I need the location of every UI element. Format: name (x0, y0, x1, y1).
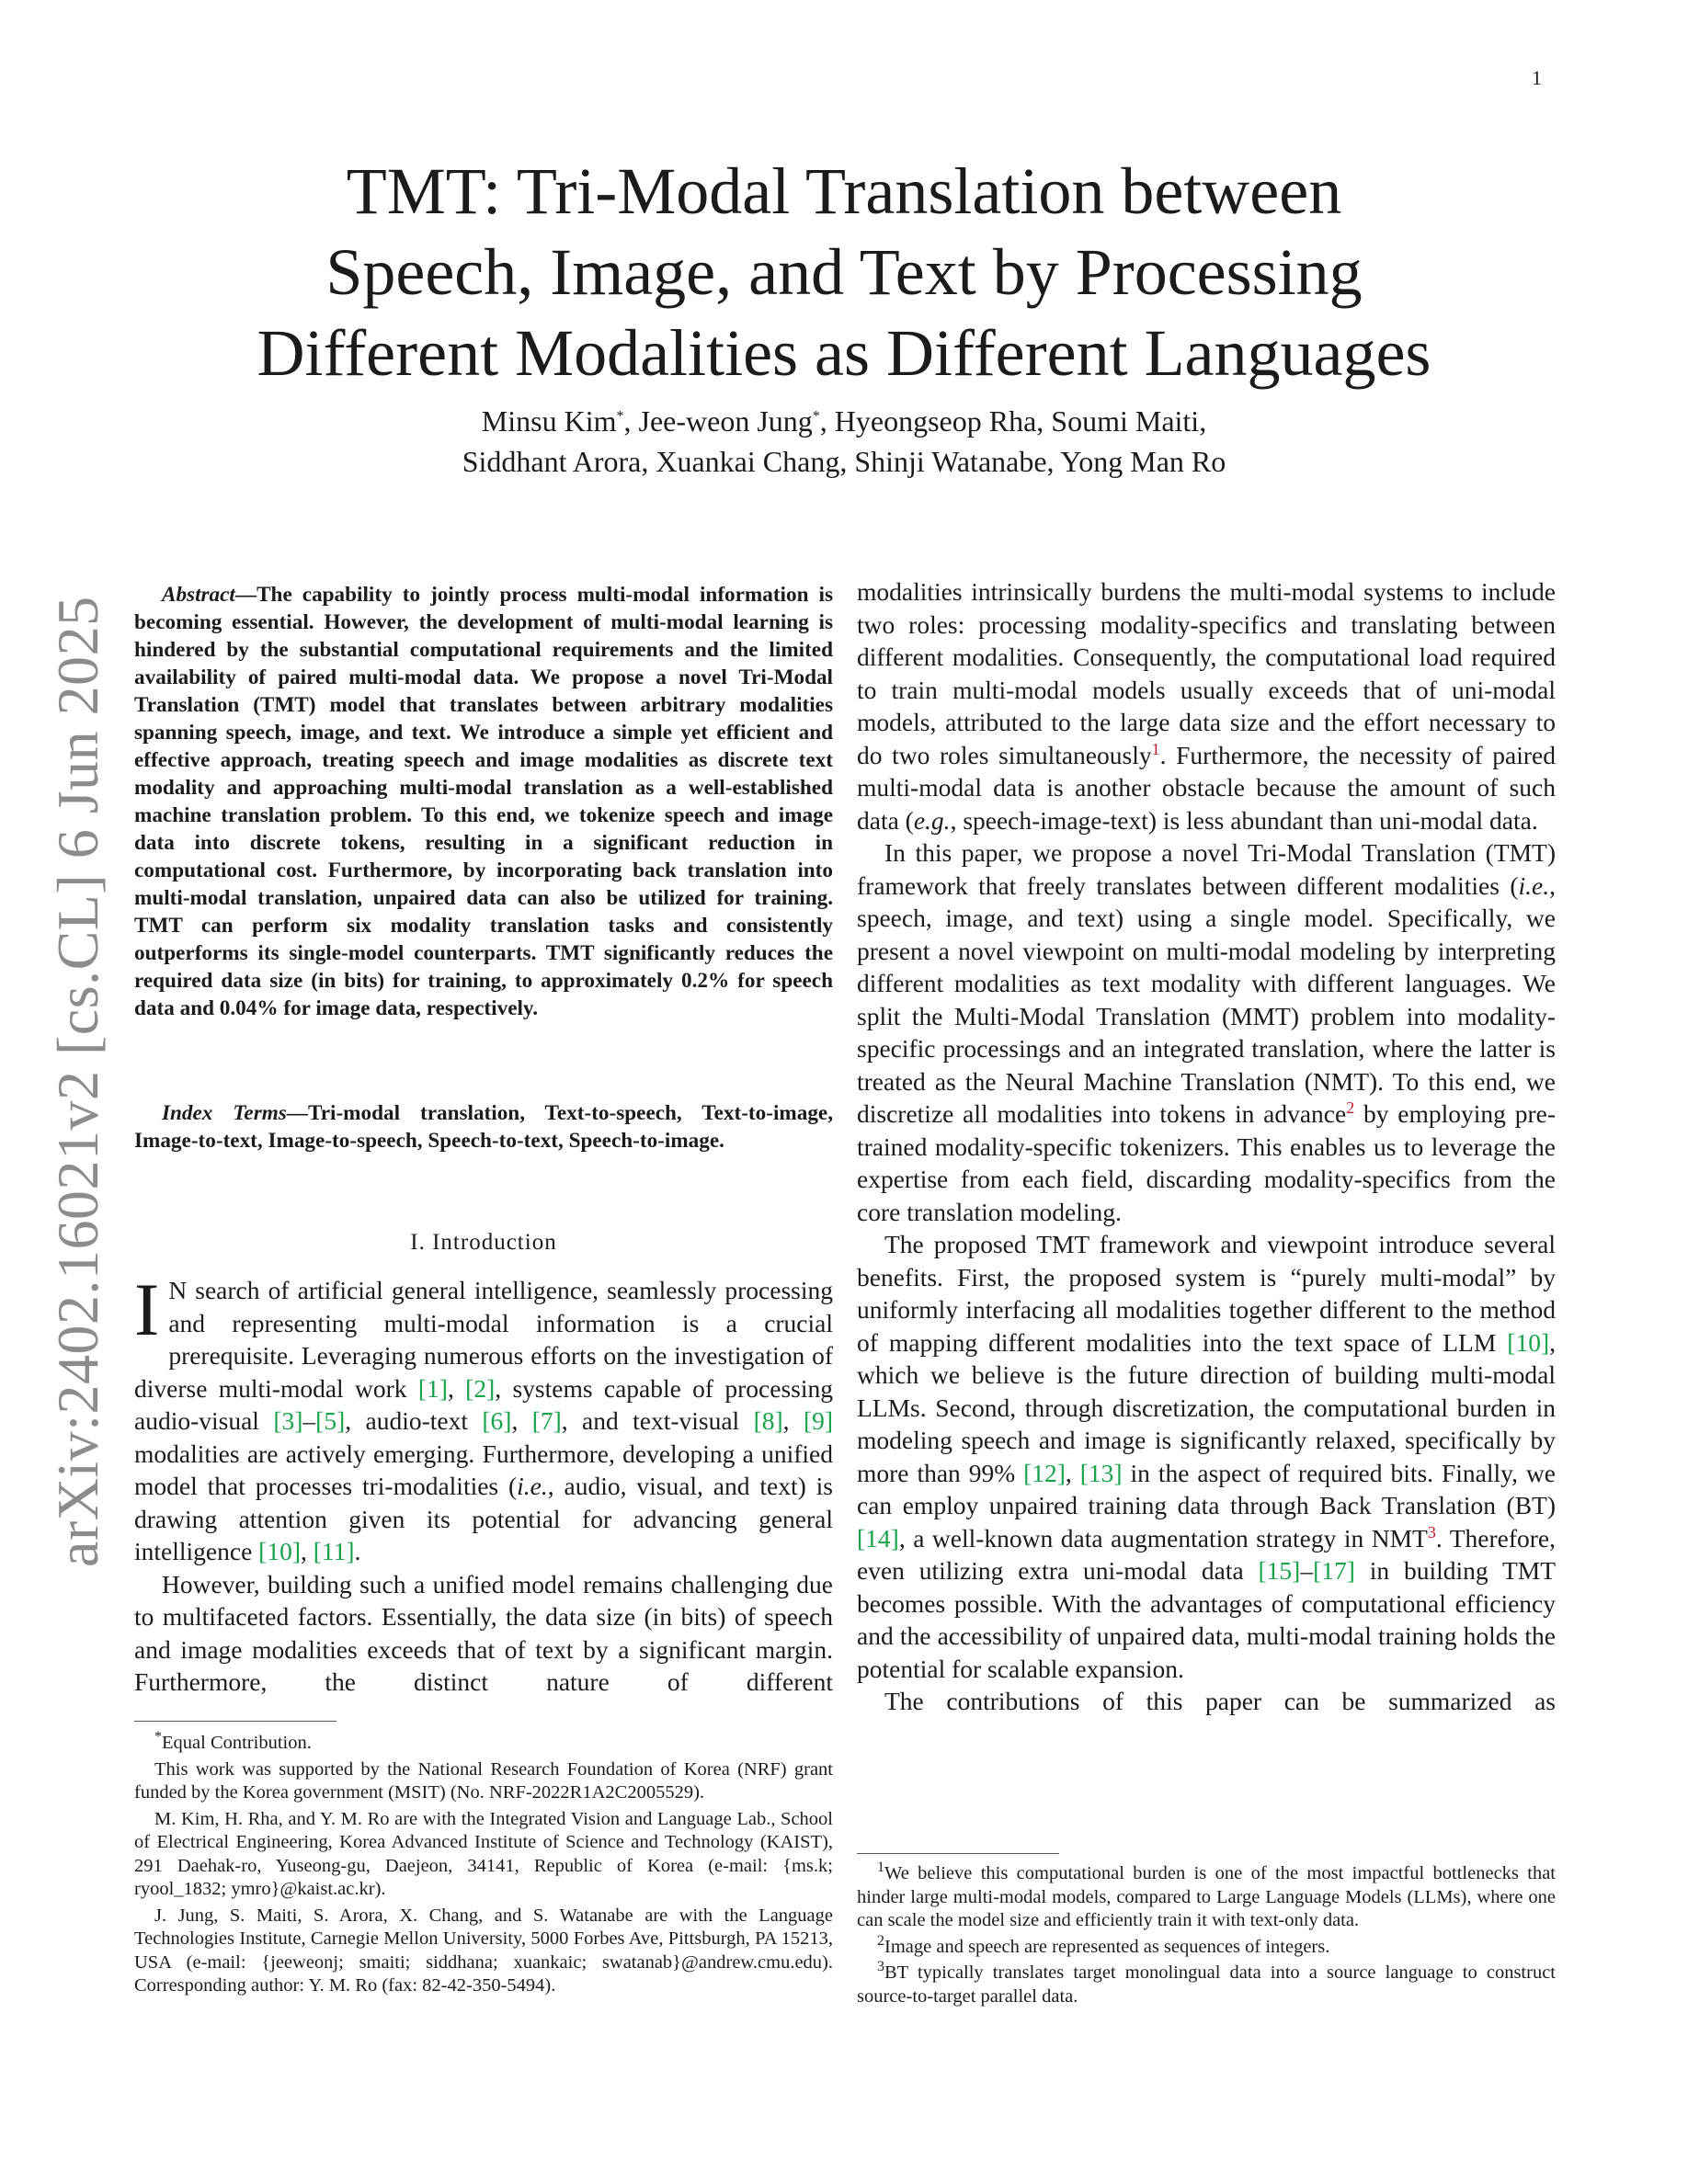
footnote-ref[interactable]: 3 (1427, 1522, 1436, 1541)
citation-link[interactable]: [14] (857, 1523, 899, 1553)
citation-link[interactable]: [15] (1258, 1556, 1301, 1585)
abstract (134, 581, 833, 1022)
index-terms-text: Tri-modal translation, Text-to-speech, Text-to-image, Image-to-text, Image-to-speech, Speech-to-text, Speech-to-image. (134, 1101, 834, 1153)
abstract-dash: — (234, 583, 257, 607)
citation-link[interactable]: [9] (803, 1406, 834, 1435)
citation-link[interactable]: [2] (465, 1373, 496, 1403)
citation-link[interactable]: [17] (1313, 1556, 1355, 1585)
author-name: , Hyeongseop Rha, Soumi Maiti, (819, 404, 1207, 438)
right-column-body (857, 575, 1556, 1718)
title-line: Speech, Image, and Text by Processing (325, 235, 1363, 309)
intro-paragraph: I N search of artificial general intelligence, seamlessly processing and representing multi-modal information is a crucial prerequisite. Leveraging numerous efforts on the investigation of diverse multi-modal work [1], [2], systems capable of processing audio-visual [3]–[5], audio-text [6], [7], and text-visual [8], [9] modalities are actively emerging. Furthermore, developing a unified model that processes tri-modalities (i.e., audio, visual, and text) is drawing attention given its potential for advancing general intelligence [10], [11]. (134, 1268, 834, 1565)
citation-link[interactable]: [3] (273, 1406, 303, 1435)
introduction-body (134, 1268, 834, 1699)
arxiv-stamp: arXiv:2402.16021v2 [cs.CL] 6 Jun 2025 (45, 596, 110, 1567)
paper-title (165, 151, 1523, 393)
footnote: *Equal Contribution. (154, 1729, 312, 1753)
citation-link[interactable]: [5] (315, 1406, 346, 1435)
footnote: J. Jung, S. Maiti, S. Arora, X. Chang, and S. Watanabe are with the Language Technologies Institute, Carnegie Mellon University, 5000 Forbes Ave, Pittsburgh, PA 15213, USA (e-mail: {jeeweonj; smaiti; siddhana; xuankaic; swatanab}@andrew.cmu.edu). Corresponding author: Y. M. Ro (fax: 82-42-350-5494). (134, 1905, 833, 1996)
body-paragraph: The contributions of this paper can be summarized as (884, 1687, 1556, 1715)
drop-cap: I (134, 1268, 160, 1351)
footnote-separator (857, 1853, 1059, 1854)
author-name: , Jee-weon Jung (623, 404, 813, 438)
title-line: TMT: Tri-Modal Translation between (346, 154, 1342, 228)
footnotes-left (134, 1729, 833, 2001)
citation-link[interactable]: [12] (1023, 1458, 1066, 1487)
abstract-text: The capability to jointly process multi-modal information is becoming essential. However, the development of multi-modal learning is hindered by the substantial computational requirements and the limited availability of paired multi-modal data. We propose a novel Tri-Modal Translation (TMT) model that translates between arbitrary modalities spanning speech, image, and text. We introduce a simple yet efficient and effective approach, treating speech and image modalities as discrete text modality and approaching multi-modal translation as a well-established machine translation problem. To this end, we tokenize speech and image data into discrete tokens, resulting in a significant reduction in computational cost. Furthermore, by incorporating back translation into multi-modal translation, unpaired data can also be utilized for training. TMT can perform six modality translation tasks and consistently outperforms its single-model counterparts. TMT significantly reduces the required data size (in bits) for training, to approximately 0.2% for speech data and 0.04% for image data, respectively. (134, 583, 833, 1020)
page-number: 1 (1532, 66, 1542, 89)
footnote: $^1$We believe this computational burden is one of the most impactful bottlenecks that hinder large multi-modal models, compared to Large Language Models (LLMs), where one can scale the model size and efficiently train it with text-only data. (857, 1860, 1556, 1930)
citation-link[interactable]: [11] (313, 1537, 355, 1565)
section-heading-introduction: I. Introduction (410, 1230, 557, 1255)
citation-link[interactable]: [10] (258, 1537, 301, 1565)
equal-contribution-mark: * (812, 408, 820, 425)
body-paragraph: The proposed TMT framework and viewpoint introduce several benefits. First, the proposed system is “purely multi-modal” by uniformly interfacing all modalities together different to the method of mapping different modalities into the text space of LLM [10], which we believe is the future direction of building multi-modal LLMs. Second, through discretization, the computational burden in modeling speech and image is significantly relaxed, specifically by more than 99% [12], [13] in the aspect of required bits. Finally, we can employ unpaired training data through Back Translation (BT) [14], a well-known data augmentation strategy in NMT$^3$. Therefore, even utilizing extra uni-modal data [15]–[17] in building TMT becomes possible. With the advantages of computational efficiency and the accessibility of unpaired data, multi-modal training holds the potential for scalable expansion. (857, 1230, 1557, 1683)
abstract-label: Abstract (162, 583, 235, 607)
footnote: $^2$Image and speech are represented as sequences of integers. (877, 1932, 1330, 1957)
body-paragraph: In this paper, we propose a novel Tri-Modal Translation (TMT) framework that freely translates between different modalities (i.e., speech, image, and text) using a single model. Specifically, we present a novel viewpoint on multi-modal modeling by interpreting different modalities as text modality with different languages. We split the Multi-Modal Translation (MMT) problem into modality-specific processings and an integrated translation, where the latter is treated as the Neural Machine Translation (NMT). To this end, we discretize all modalities into tokens in advance$^2$ by employing pre-trained modality-specific tokenizers. This enables us to leverage the expertise from each field, discarding modality-specifics from the core translation modeling. (857, 838, 1556, 1226)
citation-link[interactable]: [10] (1507, 1327, 1550, 1357)
author-name: Minsu Kim (481, 404, 617, 438)
footnote: $^3$BT typically translates target monolingual data into a source language to construct source-to-target parallel data. (857, 1959, 1556, 2007)
author-list (165, 401, 1523, 482)
citation-link[interactable]: [7] (531, 1406, 562, 1435)
citation-link[interactable]: [13] (1079, 1458, 1123, 1487)
citation-link[interactable]: [8] (753, 1406, 783, 1435)
index-terms-dash: — (286, 1101, 308, 1125)
equal-contribution-mark: * (616, 408, 624, 425)
footnote-ref[interactable]: 1 (1151, 739, 1160, 758)
index-terms (134, 1099, 833, 1155)
citation-link[interactable]: [1] (417, 1373, 448, 1403)
intro-paragraph: However, building such a unified model remains challenging due to multifaceted factors. Essentially, the data size (in bits) of speech and image modalities exceeds that of text by a significant margin. Furthermore, the distinct nature of different (134, 1569, 833, 1696)
footnote: M. Kim, H. Rha, and Y. M. Ro are with the Integrated Vision and Language Lab., School of Electrical Engineering, Korea Advanced Institute of Science and Technology (KAIST), 291 Daehak-ro, Yuseong-gu, Daejeon, 34141, Republic of Korea (e-mail: {ms.k; ryool_1832; ymro}@kaist.ac.kr). (134, 1808, 833, 1899)
author-name: Siddhant Arora, Xuankai Chang, Shinji Watanabe, Yong Man Ro (462, 445, 1226, 478)
title-line: Different Modalities as Different Languages (257, 316, 1431, 390)
citation-link[interactable]: [6] (482, 1406, 512, 1435)
footnote-separator (134, 1721, 336, 1722)
footnotes-right (857, 1862, 1556, 2011)
body-paragraph: modalities intrinsically burdens the multi-modal systems to include two roles: processing modality-specifics and translating between different modalities. Consequently, the computational load required to train multi-modal models usually exceeds that of uni-modal models, attributed to the large data size and the effort necessary to do two roles simultaneously$^1$. Furthermore, the necessity of paired multi-modal data is another obstacle because the amount of such data (e.g., speech-image-text) is less abundant than uni-modal data. (857, 577, 1556, 835)
index-terms-label: Index Terms (162, 1101, 287, 1125)
footnote: This work was supported by the National Research Foundation of Korea (NRF) grant funded by the Korea government (MSIT) (No. NRF-2022R1A2C2005529). (134, 1758, 833, 1803)
footnote-ref[interactable]: 2 (1346, 1098, 1355, 1117)
